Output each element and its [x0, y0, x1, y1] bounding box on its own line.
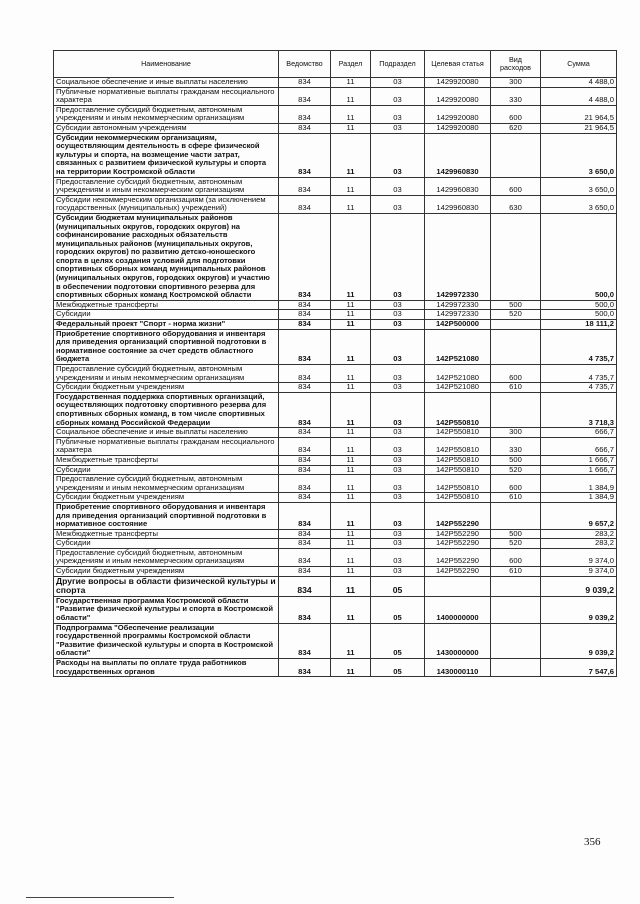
cell-dept: 834	[279, 213, 331, 300]
cell-section: 11	[331, 428, 371, 438]
cell-subsection: 03	[371, 475, 425, 493]
cell-amount: 3 650,0	[541, 195, 617, 213]
cell-exp-type: 630	[491, 195, 541, 213]
cell-amount: 1 384,9	[541, 475, 617, 493]
cell-subsection: 03	[371, 539, 425, 549]
cell-subsection: 03	[371, 383, 425, 393]
cell-section: 11	[331, 87, 371, 105]
cell-amount: 3 650,0	[541, 177, 617, 195]
cell-section: 11	[331, 320, 371, 330]
cell-exp-type: 500	[491, 529, 541, 539]
cell-exp-type	[491, 133, 541, 177]
cell-subsection: 03	[371, 195, 425, 213]
cell-exp-type: 600	[491, 548, 541, 566]
cell-amount: 3 718,3	[541, 392, 617, 427]
cell-amount: 666,7	[541, 428, 617, 438]
cell-dept: 834	[279, 365, 331, 383]
cell-exp-type: 620	[491, 123, 541, 133]
cell-section: 11	[331, 465, 371, 475]
cell-name: Подпрограмма "Обеспечение реализации государственной программы Костромской области "Развитие физической культуры и спорта в Костромской области"	[54, 623, 279, 658]
cell-section: 11	[331, 539, 371, 549]
cell-target: 142P550810	[425, 493, 491, 503]
cell-amount: 283,2	[541, 529, 617, 539]
cell-section: 11	[331, 123, 371, 133]
table-row	[54, 177, 617, 195]
cell-dept: 834	[279, 596, 331, 623]
cell-dept: 834	[279, 529, 331, 539]
cell-section: 11	[331, 455, 371, 465]
cell-subsection: 03	[371, 428, 425, 438]
cell-exp-type: 500	[491, 455, 541, 465]
cell-name: Социальное обеспечение и иные выплаты населению	[54, 428, 279, 438]
cell-section: 11	[331, 365, 371, 383]
cell-section: 11	[331, 548, 371, 566]
cell-exp-type: 500	[491, 300, 541, 310]
table-row	[54, 133, 617, 177]
cell-amount: 1 666,7	[541, 455, 617, 465]
cell-dept: 834	[279, 428, 331, 438]
cell-section: 11	[331, 475, 371, 493]
cell-amount: 9 374,0	[541, 548, 617, 566]
cell-name: Государственная программа Костромской области "Развитие физической культуры и спорта в Костромской области"	[54, 596, 279, 623]
cell-dept: 834	[279, 133, 331, 177]
cell-exp-type: 300	[491, 78, 541, 88]
cell-target: 1429972330	[425, 300, 491, 310]
cell-subsection: 03	[371, 437, 425, 455]
cell-name: Субсидии	[54, 310, 279, 320]
cell-dept: 834	[279, 195, 331, 213]
cell-subsection: 03	[371, 177, 425, 195]
cell-exp-type	[491, 659, 541, 677]
cell-amount: 4 488,0	[541, 87, 617, 105]
cell-dept: 834	[279, 576, 331, 596]
cell-amount: 9 039,2	[541, 596, 617, 623]
table-row	[54, 87, 617, 105]
cell-subsection: 05	[371, 623, 425, 658]
cell-target	[425, 576, 491, 596]
cell-name: Субсидии некоммерческим организациям (за исключением государственных (муниципальных) учреждений)	[54, 195, 279, 213]
cell-amount: 1 384,9	[541, 493, 617, 503]
cell-name: Другие вопросы в области физической культуры и спорта	[54, 576, 279, 596]
cell-name: Предоставление субсидий бюджетным, автономным учреждениям и иным некоммерческим организациям	[54, 475, 279, 493]
cell-dept: 834	[279, 105, 331, 123]
cell-subsection: 03	[371, 329, 425, 364]
table-row	[54, 548, 617, 566]
cell-name: Субсидии некоммерческим организациям, осуществляющим деятельность в сфере физической культуры и спорта, на возмещение части затрат, связанных с развитием физической культуры и спорта на территории Костромской области	[54, 133, 279, 177]
cell-section: 11	[331, 493, 371, 503]
cell-subsection: 03	[371, 365, 425, 383]
cell-exp-type	[491, 576, 541, 596]
cell-amount: 500,0	[541, 310, 617, 320]
cell-target: 1430000000	[425, 623, 491, 658]
cell-amount: 283,2	[541, 539, 617, 549]
cell-name: Субсидии	[54, 465, 279, 475]
table-row	[54, 493, 617, 503]
table-row	[54, 320, 617, 330]
cell-section: 11	[331, 529, 371, 539]
cell-subsection: 03	[371, 133, 425, 177]
cell-amount: 500,0	[541, 300, 617, 310]
cell-subsection: 03	[371, 87, 425, 105]
table-row	[54, 659, 617, 677]
cell-target: 142P552290	[425, 502, 491, 529]
cell-dept: 834	[279, 567, 331, 577]
cell-dept: 834	[279, 465, 331, 475]
cell-target: 142P500000	[425, 320, 491, 330]
header-target: Целевая статья	[425, 51, 491, 78]
cell-section: 11	[331, 195, 371, 213]
cell-subsection: 03	[371, 567, 425, 577]
cell-subsection: 05	[371, 659, 425, 677]
cell-amount: 7 547,6	[541, 659, 617, 677]
cell-exp-type: 520	[491, 310, 541, 320]
cell-section: 11	[331, 310, 371, 320]
cell-subsection: 03	[371, 123, 425, 133]
cell-subsection: 03	[371, 392, 425, 427]
cell-amount: 9 039,2	[541, 623, 617, 658]
cell-dept: 834	[279, 623, 331, 658]
cell-amount: 9 374,0	[541, 567, 617, 577]
cell-target: 142P552290	[425, 548, 491, 566]
table-row	[54, 596, 617, 623]
cell-target: 142P550810	[425, 465, 491, 475]
cell-target: 142P521080	[425, 329, 491, 364]
table-row	[54, 502, 617, 529]
cell-section: 11	[331, 576, 371, 596]
table-row	[54, 392, 617, 427]
cell-subsection: 03	[371, 320, 425, 330]
cell-exp-type	[491, 392, 541, 427]
cell-target: 1429960830	[425, 133, 491, 177]
cell-exp-type: 610	[491, 567, 541, 577]
cell-subsection: 03	[371, 105, 425, 123]
cell-dept: 834	[279, 437, 331, 455]
cell-amount: 3 650,0	[541, 133, 617, 177]
cell-target: 1429920080	[425, 87, 491, 105]
cell-name: Межбюджетные трансферты	[54, 300, 279, 310]
cell-name: Субсидии автономным учреждениям	[54, 123, 279, 133]
cell-exp-type	[491, 502, 541, 529]
cell-section: 11	[331, 596, 371, 623]
cell-dept: 834	[279, 392, 331, 427]
table-header-row	[54, 51, 617, 78]
cell-exp-type: 600	[491, 177, 541, 195]
cell-exp-type: 610	[491, 493, 541, 503]
cell-exp-type: 600	[491, 475, 541, 493]
cell-amount: 4 735,7	[541, 329, 617, 364]
cell-amount: 21 964,5	[541, 105, 617, 123]
table-row	[54, 105, 617, 123]
table-row	[54, 567, 617, 577]
cell-dept: 834	[279, 310, 331, 320]
cell-name: Приобретение спортивного оборудования и инвентаря для приведения организаций спортивной подготовки в нормативное состояние	[54, 502, 279, 529]
cell-name: Публичные нормативные выплаты гражданам несоциального характера	[54, 437, 279, 455]
cell-dept: 834	[279, 659, 331, 677]
cell-name: Межбюджетные трансферты	[54, 529, 279, 539]
cell-amount: 4 735,7	[541, 383, 617, 393]
table-body	[54, 78, 617, 677]
cell-name: Социальное обеспечение и иные выплаты населению	[54, 78, 279, 88]
cell-target: 1400000000	[425, 596, 491, 623]
cell-dept: 834	[279, 300, 331, 310]
cell-exp-type: 600	[491, 365, 541, 383]
cell-name: Предоставление субсидий бюджетным, автономным учреждениям и иным некоммерческим организациям	[54, 177, 279, 195]
cell-target: 142P552290	[425, 529, 491, 539]
cell-target: 142P521080	[425, 365, 491, 383]
table-row	[54, 195, 617, 213]
cell-name: Публичные нормативные выплаты гражданам несоциального характера	[54, 87, 279, 105]
table-row	[54, 365, 617, 383]
cell-target: 142P550810	[425, 455, 491, 465]
cell-amount: 4 488,0	[541, 78, 617, 88]
table-row	[54, 576, 617, 596]
cell-section: 11	[331, 213, 371, 300]
cell-name: Субсидии	[54, 539, 279, 549]
cell-target: 142P552290	[425, 567, 491, 577]
cell-subsection: 03	[371, 502, 425, 529]
cell-section: 11	[331, 659, 371, 677]
cell-section: 11	[331, 300, 371, 310]
cell-target: 142P521080	[425, 383, 491, 393]
cell-exp-type: 330	[491, 87, 541, 105]
page-number: 356	[584, 836, 601, 848]
cell-section: 11	[331, 329, 371, 364]
cell-name: Расходы на выплаты по оплате труда работников государственных органов	[54, 659, 279, 677]
cell-name: Государственная поддержка спортивных организаций, осуществляющих подготовку спортивного резерва для спортивных сборных команд, в том числе спортивных сборных команд Российской Федерации	[54, 392, 279, 427]
cell-section: 11	[331, 78, 371, 88]
table-row	[54, 123, 617, 133]
table-row	[54, 475, 617, 493]
cell-target: 1429960830	[425, 195, 491, 213]
cell-target: 1430000110	[425, 659, 491, 677]
cell-exp-type: 600	[491, 105, 541, 123]
cell-exp-type: 330	[491, 437, 541, 455]
cell-dept: 834	[279, 493, 331, 503]
cell-target: 142P550810	[425, 428, 491, 438]
cell-dept: 834	[279, 502, 331, 529]
cell-amount: 666,7	[541, 437, 617, 455]
table-row	[54, 383, 617, 393]
cell-name: Приобретение спортивного оборудования и инвентаря для приведения организаций спортивной подготовки в нормативное состояние за счет средств областного бюджета	[54, 329, 279, 364]
table-row	[54, 437, 617, 455]
cell-dept: 834	[279, 455, 331, 465]
cell-exp-type: 610	[491, 383, 541, 393]
cell-section: 11	[331, 177, 371, 195]
cell-exp-type	[491, 320, 541, 330]
table-row	[54, 329, 617, 364]
cell-exp-type	[491, 213, 541, 300]
table-row	[54, 623, 617, 658]
cell-exp-type	[491, 596, 541, 623]
cell-target: 1429972330	[425, 213, 491, 300]
cell-subsection: 03	[371, 493, 425, 503]
cell-name: Субсидии бюджетным учреждениям	[54, 567, 279, 577]
cell-dept: 834	[279, 475, 331, 493]
cell-section: 11	[331, 392, 371, 427]
cell-name: Межбюджетные трансферты	[54, 455, 279, 465]
cell-subsection: 03	[371, 300, 425, 310]
cell-name: Субсидии бюджетным учреждениям	[54, 383, 279, 393]
cell-target: 142P550810	[425, 475, 491, 493]
cell-dept: 834	[279, 123, 331, 133]
cell-section: 11	[331, 105, 371, 123]
cell-dept: 834	[279, 539, 331, 549]
cell-subsection: 05	[371, 596, 425, 623]
cell-name: Субсидии бюджетам муниципальных районов (муниципальных округов, городских округов) на софинансирование расходных обязательств муниципальных районов (муниципальных округов, городских округов) по развитию детско-юношеского спорта в целях создания условий для подготовки спортивных сборных команд муниципальных районов (муниципальных округов, городских округов) и участию в обеспечении подготовки спортивного резерва для спортивных сборных команд Костромской области	[54, 213, 279, 300]
table-row	[54, 529, 617, 539]
footer-divider	[26, 897, 174, 898]
cell-dept: 834	[279, 383, 331, 393]
table-row	[54, 300, 617, 310]
cell-target: 142P550810	[425, 392, 491, 427]
cell-target: 1429920080	[425, 78, 491, 88]
table-row	[54, 539, 617, 549]
cell-exp-type: 520	[491, 539, 541, 549]
cell-target: 1429920080	[425, 105, 491, 123]
header-amount: Сумма	[541, 51, 617, 78]
cell-dept: 834	[279, 177, 331, 195]
cell-name: Предоставление субсидий бюджетным, автономным учреждениям и иным некоммерческим организациям	[54, 105, 279, 123]
cell-subsection: 03	[371, 310, 425, 320]
cell-target: 1429960830	[425, 177, 491, 195]
cell-exp-type: 300	[491, 428, 541, 438]
header-name: Наименование	[54, 51, 279, 78]
cell-amount: 9 039,2	[541, 576, 617, 596]
cell-subsection: 03	[371, 455, 425, 465]
cell-subsection: 03	[371, 529, 425, 539]
cell-name: Предоставление субсидий бюджетным, автономным учреждениям и иным некоммерческим организациям	[54, 548, 279, 566]
cell-section: 11	[331, 133, 371, 177]
budget-table	[53, 50, 617, 677]
cell-amount: 1 666,7	[541, 465, 617, 475]
cell-exp-type	[491, 623, 541, 658]
table-row	[54, 213, 617, 300]
cell-dept: 834	[279, 329, 331, 364]
cell-dept: 834	[279, 320, 331, 330]
cell-target: 142P550810	[425, 437, 491, 455]
cell-subsection: 03	[371, 78, 425, 88]
cell-subsection: 03	[371, 548, 425, 566]
cell-amount: 500,0	[541, 213, 617, 300]
cell-target: 1429972330	[425, 310, 491, 320]
header-section: Раздел	[331, 51, 371, 78]
cell-section: 11	[331, 437, 371, 455]
cell-section: 11	[331, 567, 371, 577]
cell-amount: 9 657,2	[541, 502, 617, 529]
cell-subsection: 05	[371, 576, 425, 596]
cell-amount: 18 111,2	[541, 320, 617, 330]
header-dept: Ведомство	[279, 51, 331, 78]
cell-subsection: 03	[371, 465, 425, 475]
cell-name: Предоставление субсидий бюджетным, автономным учреждениям и иным некоммерческим организациям	[54, 365, 279, 383]
cell-name: Федеральный проект "Спорт - норма жизни"	[54, 320, 279, 330]
cell-target: 1429920080	[425, 123, 491, 133]
cell-exp-type: 520	[491, 465, 541, 475]
cell-dept: 834	[279, 87, 331, 105]
table-row	[54, 428, 617, 438]
cell-target: 142P552290	[425, 539, 491, 549]
cell-section: 11	[331, 623, 371, 658]
cell-amount: 4 735,7	[541, 365, 617, 383]
header-subsection: Подраздел	[371, 51, 425, 78]
cell-subsection: 03	[371, 213, 425, 300]
table-row	[54, 78, 617, 88]
cell-name: Субсидии бюджетным учреждениям	[54, 493, 279, 503]
table-row	[54, 455, 617, 465]
cell-section: 11	[331, 502, 371, 529]
header-exp-type: Вид расходов	[491, 51, 541, 78]
cell-dept: 834	[279, 78, 331, 88]
cell-dept: 834	[279, 548, 331, 566]
cell-section: 11	[331, 383, 371, 393]
cell-amount: 21 964,5	[541, 123, 617, 133]
cell-exp-type	[491, 329, 541, 364]
